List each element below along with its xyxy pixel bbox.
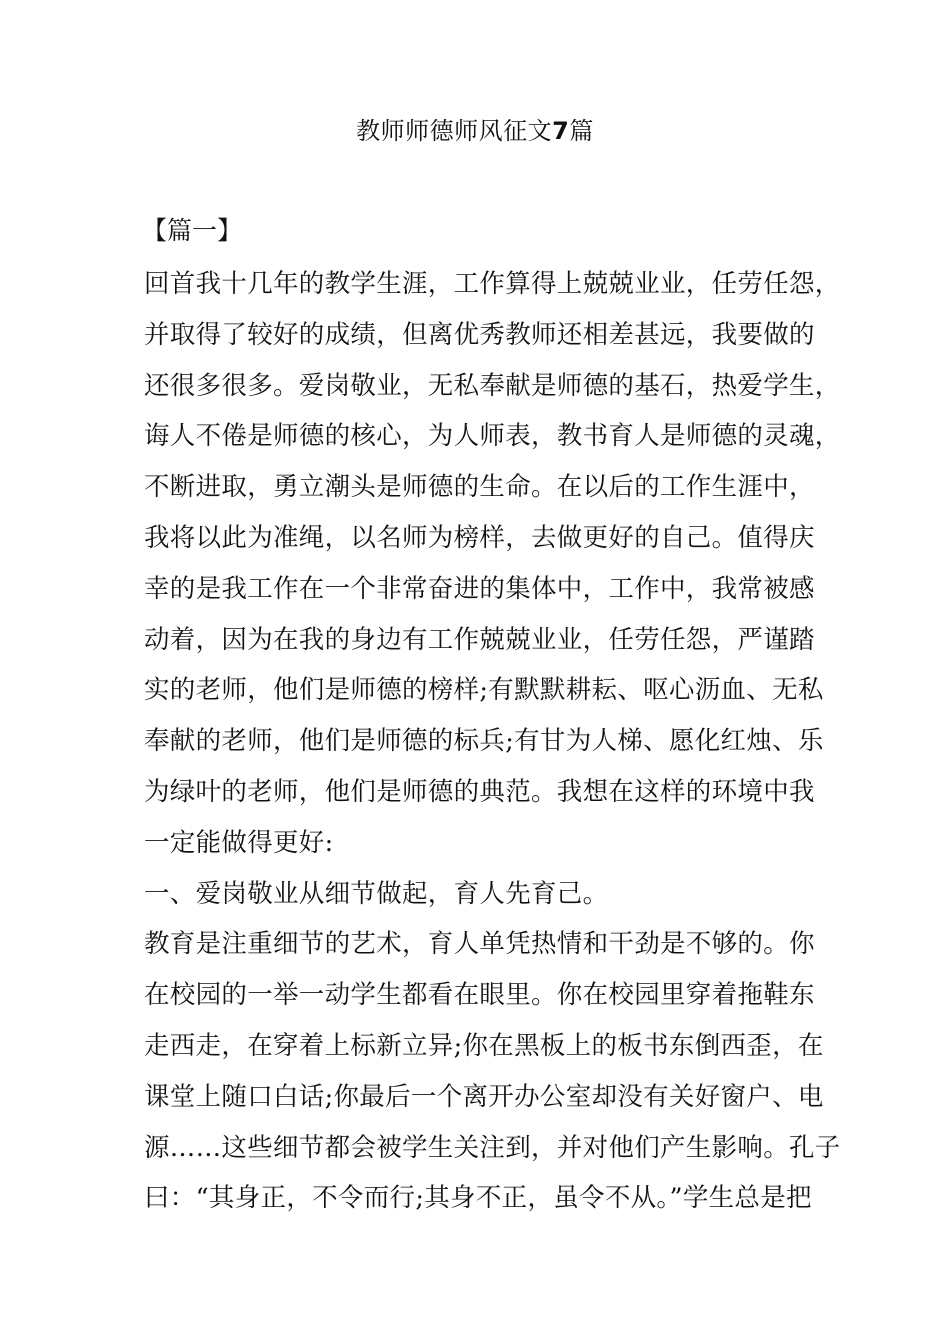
title-number: 7 (552, 117, 570, 145)
title-suffix: 篇 (569, 117, 594, 145)
text-line: 并取得了较好的成绩，但离优秀教师还相差甚远，我要做的 (144, 319, 815, 350)
text-line: 一、爱岗敬业从细节做起，育人先育己。 (144, 878, 609, 909)
text-line: 我将以此为准绳，以名师为榜样，去做更好的自己。值得庆 (144, 522, 815, 553)
text-line: 实的老师，他们是师德的榜样;有默默耕耘、呕心沥血、无私 (144, 675, 824, 706)
text-line: 诲人不倦是师德的核心，为人师表，教书育人是师德的灵魂， (144, 421, 841, 452)
text-line: 一定能做得更好: (144, 827, 334, 858)
text-line: 幸的是我工作在一个非常奋进的集体中，工作中，我常被感 (144, 573, 815, 604)
text-line: 走西走，在穿着上标新立异;你在黑板上的板书东倒西歪，在 (144, 1030, 824, 1061)
body-text (144, 264, 841, 1229)
text-line: 为绿叶的老师，他们是师德的典范。我想在这样的环境中我 (144, 776, 815, 807)
text-line: 在校园的一举一动学生都看在眼里。你在校园里穿着拖鞋东 (144, 980, 815, 1011)
text-line: 动着，因为在我的身边有工作兢兢业业，任劳任怨，严谨踏 (144, 624, 815, 655)
text-line: 课堂上随口白话;你最后一个离开办公室却没有关好窗户、电 (144, 1081, 824, 1112)
text-line: 不断进取，勇立潮头是师德的生命。在以后的工作生涯中， (144, 472, 815, 503)
section-heading: 【篇一】 (142, 216, 243, 245)
text-line: 教育是注重细节的艺术，育人单凭热情和干劲是不够的。你 (144, 929, 815, 960)
document-title (0, 114, 950, 148)
text-line: 曰：“其身正，不令而行;其身不正，虽令不从。”学生总是把 (144, 1183, 812, 1214)
text-line: 回首我十几年的教学生涯，工作算得上兢兢业业，任劳任怨， (144, 269, 841, 299)
text-line: 奉献的老师，他们是师德的标兵;有甘为人梯、愿化红烛、乐 (144, 726, 824, 757)
text-line: 还很多很多。爱岗敬业，无私奉献是师德的基石，热爱学生， (144, 370, 841, 401)
title-text: 教师师德师风征文 (356, 117, 553, 145)
text-line: 源……这些细节都会被学生关注到，并对他们产生影响。孔子 (144, 1132, 841, 1163)
